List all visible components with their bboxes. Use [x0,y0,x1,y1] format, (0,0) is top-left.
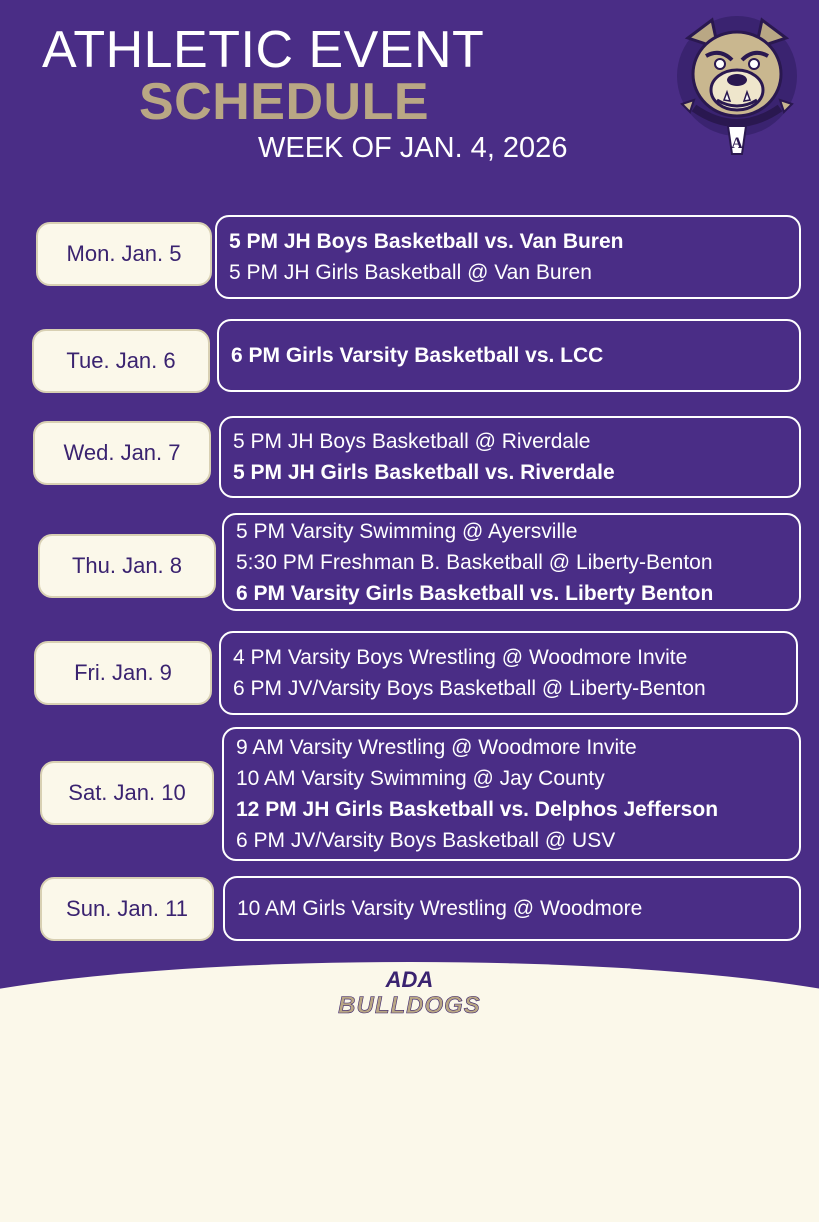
event-line: 5 PM Varsity Swimming @ Ayersville [236,519,578,543]
event-box [222,727,801,861]
event-box [222,513,801,611]
event-line: 4 PM Varsity Boys Wrestling @ Woodmore Invite [233,646,688,669]
day-label: Sat. Jan. 10 [40,761,214,825]
day-label: Sun. Jan. 11 [40,877,214,941]
event-line: 5 PM JH Boys Basketball @ Riverdale [233,430,591,453]
day-label: Tue. Jan. 6 [32,329,210,393]
bulldog-mascot-icon [672,8,802,158]
day-label: Mon. Jan. 5 [36,222,212,286]
title-athletic-event: ATHLETIC EVENT [42,21,485,79]
event-box [219,416,801,498]
event-line: 5 PM JH Girls Basketball @ Van Buren [229,261,592,284]
event-box [215,215,801,299]
day-label: Thu. Jan. 8 [38,534,216,598]
event-line: 6 PM JV/Varsity Boys Basketball @ Liberty-Benton [233,677,706,700]
week-label: WEEK OF JAN. 4, 2026 [258,132,568,164]
logo-letter: A [731,135,743,152]
event-line: 6 PM Varsity Girls Basketball vs. Liberty Benton [236,581,714,605]
event-box [223,876,801,941]
footer-bulldogs-wordmark: BULLDOGS [338,992,481,1019]
event-box [217,319,801,392]
event-line: 5:30 PM Freshman B. Basketball @ Liberty-Benton [236,550,713,574]
event-line: 6 PM JV/Varsity Boys Basketball @ USV [236,829,616,852]
title-schedule: SCHEDULE [139,73,430,131]
day-label: Fri. Jan. 9 [34,641,212,705]
event-line: 10 AM Varsity Swimming @ Jay County [236,767,605,790]
event-box [219,631,798,715]
event-line: 10 AM Girls Varsity Wrestling @ Woodmore [237,897,643,920]
footer-ada-wordmark: ADA [385,967,434,992]
event-line: 5 PM JH Boys Basketball vs. Van Buren [229,230,624,253]
event-line: 5 PM JH Girls Basketball vs. Riverdale [233,461,615,484]
event-line: 12 PM JH Girls Basketball vs. Delphos Jefferson [236,798,719,821]
event-line: 9 AM Varsity Wrestling @ Woodmore Invite [236,736,637,759]
day-label: Wed. Jan. 7 [33,421,211,485]
event-line: 6 PM Girls Varsity Basketball vs. LCC [231,344,604,367]
